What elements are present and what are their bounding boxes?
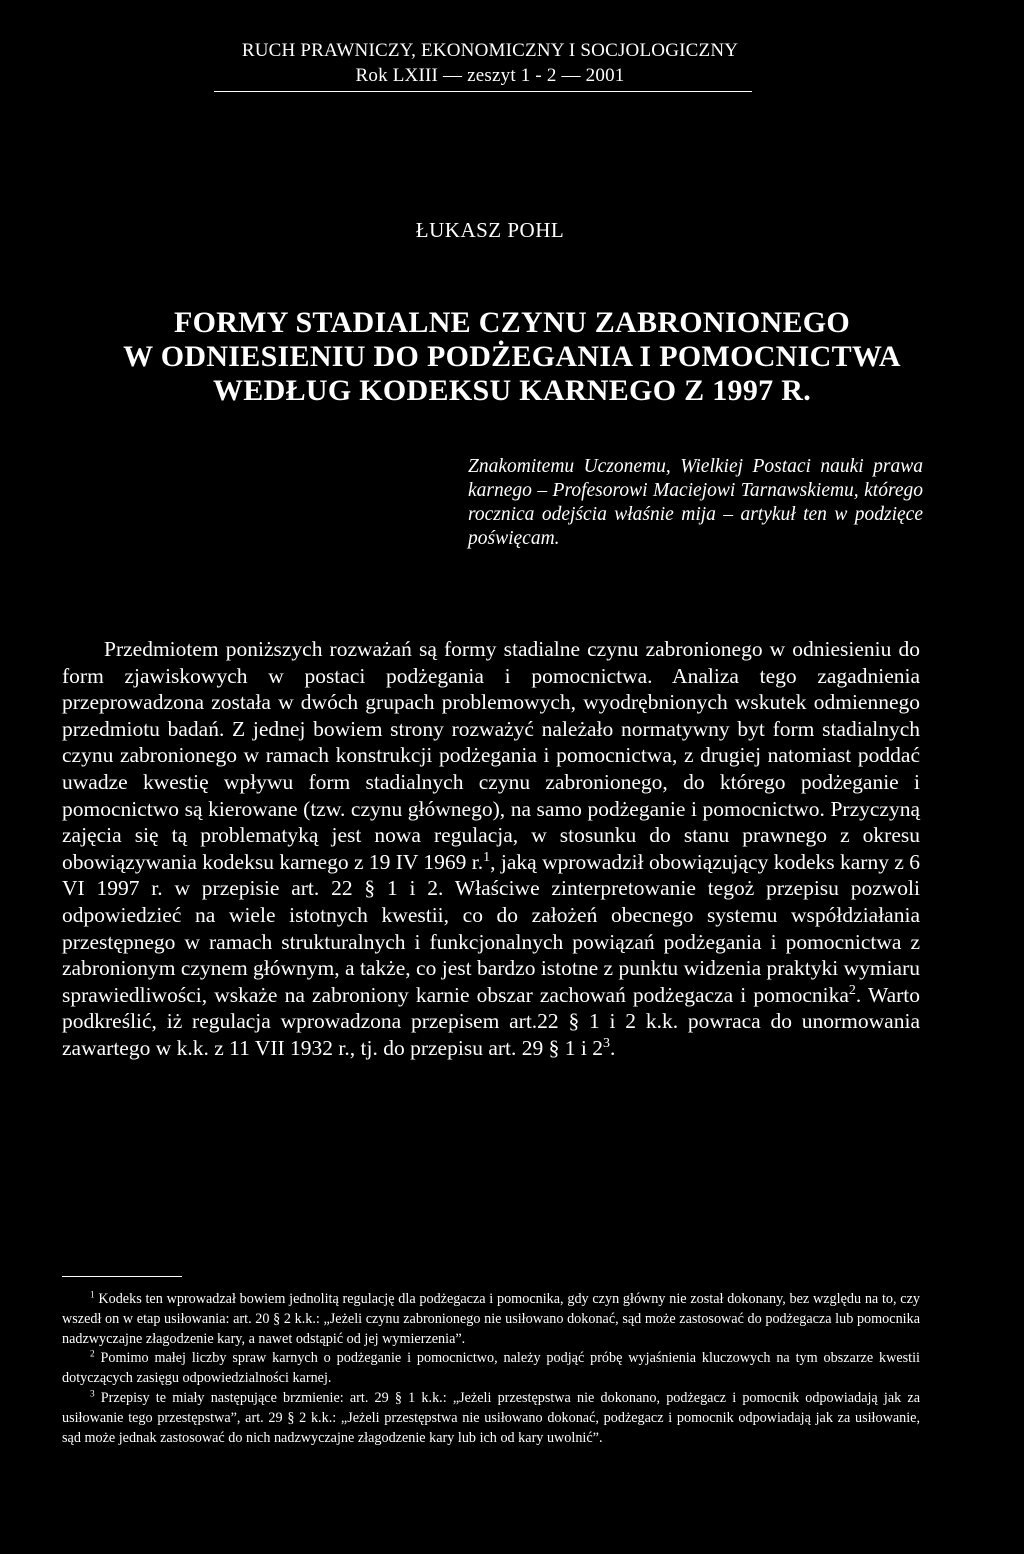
author-name: ŁUKASZ POHL: [415, 218, 565, 242]
footnote: [62, 1389, 920, 1448]
article-title: [0, 306, 1024, 408]
paragraph-text: . Warto podkreślić, iż regulacja wprowadzona przepisem art.22 § 1 i 2 k.k. powraca do unormowania zawartego w k.k. z 11 VII 1932 r., tj. do przepisu art. 29 § 1 i 2: [62, 982, 921, 1060]
title-line: WEDŁUG KODEKSU KARNEGO Z 1997 R.: [213, 374, 811, 407]
footnote-mark: 1: [90, 1289, 95, 1300]
footnote-mark: 2: [90, 1348, 95, 1359]
dedication: Znakomitemu Uczonemu, Wielkiej Postaci nauki prawa karnego – Profesorowi Maciejowi Tarnawskiemu, którego rocznica odejścia właśnie mija – artykuł ten w podzięce poświęcam.: [468, 456, 923, 549]
paragraph-text: .: [609, 1035, 616, 1060]
footnote-mark: 3: [90, 1388, 95, 1399]
footnote-reference[interactable]: 1: [483, 849, 491, 865]
header-divider: [214, 91, 752, 92]
footnote: [62, 1349, 920, 1389]
footnote-text: Pomimo małej liczby spraw karnych o podżeganie i pomocnictwo, należy podjąć próbę wyjaśnienia kluczowych na tym obszarze kwestii dotyczących zasięgu odpowiedzialności karnej.: [62, 1350, 920, 1387]
footnote-divider: [62, 1276, 182, 1277]
footnotes: [62, 1290, 920, 1448]
footnote-reference[interactable]: 2: [848, 982, 856, 998]
journal-title: RUCH PRAWNICZY, EKONOMICZNY I SOCJOLOGICZNY: [241, 40, 739, 61]
title-line: FORMY STADIALNE CZYNU ZABRONIONEGO: [173, 306, 851, 339]
journal-issue: Rok LXIII — zeszyt 1 - 2 — 2001: [355, 65, 625, 86]
footnote-text: Kodeks ten wprowadzał bowiem jednolitą regulację dla podżegacza i pomocnika, gdy czyn główny nie został dokonany, bez względu na to, czy wszedł on w etap usiłowania: art. 20 § 2 k.k.: „Jeżeli czynu zabronionego nie usiłowano dokonać, sąd może zastosować do podżegacza lub pomocnika nadzwyczajne złagodzenie kary, a nawet odstąpić od jej wymierzenia”.: [62, 1291, 920, 1347]
paragraph-text: Przedmiotem poniższych rozważań są formy stadialne czynu zabronionego w odniesieniu do form zjawiskowych w postaci podżegania i pomocnictwa. Analiza tego zagadnienia przeprowadzona została w dwóch grupach problemowych, wyodrębnionych wskutek odmiennego przedmiotu badań. Z jednej bowiem strony rozważyć należało normatywny byt form stadialnych czynu zabronionego w ramach konstrukcji podżegania i pomocnictwa, z drugiej natomiast poddać uwadze kwestię wpływu form stadialnych czynu zabronionego, do którego podżeganie i pomocnictwo są kierowane (tzw. czynu głównego), na samo podżeganie i pomocnictwo. Przyczyną zajęcia się tą problematyką jest nowa regulacja, w stosunku do stanu prawnego z okresu obowiązywania kodeksu karnego z 19 IV 1969 r.: [62, 637, 920, 874]
main-paragraph: [62, 636, 920, 1062]
journal-header: [0, 38, 980, 88]
footnote-text: Przepisy te miały następujące brzmienie: art. 29 § 1 k.k.: „Jeżeli przestępstwa nie dokonano, podżegacz i pomocnik odpowiadają jak za usiłowanie tego przestępstwa”, art. 29 § 2 k.k.: „Jeżeli przestępstwa nie usiłowano dokonać, podżegacz i pomocnik odpowiadają jak za usiłowanie, sąd może jednak zastosować do nich nadzwyczajne złagodzenie kary lub ich od kary uwolnić”.: [62, 1389, 920, 1446]
title-line: W ODNIESIENIU DO PODŻEGANIA I POMOCNICTWA: [123, 340, 901, 373]
footnote-reference[interactable]: 3: [602, 1035, 610, 1051]
footnote: [62, 1290, 920, 1349]
paragraph-text: , jaką wprowadził obowiązujący kodeks karny z 6 VI 1997 r. w przepisie art. 22 § 1 i 2. Właściwe zinterpretowanie tegoż przepisu pozwoli odpowiedzieć na wiele istotnych kwestii, co do założeń obecnego systemu współdziałania przestępnego w ramach strukturalnych i funkcjonalnych powiązań podżegania i pomocnictwa z zabronionym czynem głównym, a także, co jest bardzo istotne z punktu widzenia praktyki wymiaru sprawiedliwości, wskaże na zabroniony karnie obszar zachowań podżegacza i pomocnika: [62, 849, 921, 1007]
